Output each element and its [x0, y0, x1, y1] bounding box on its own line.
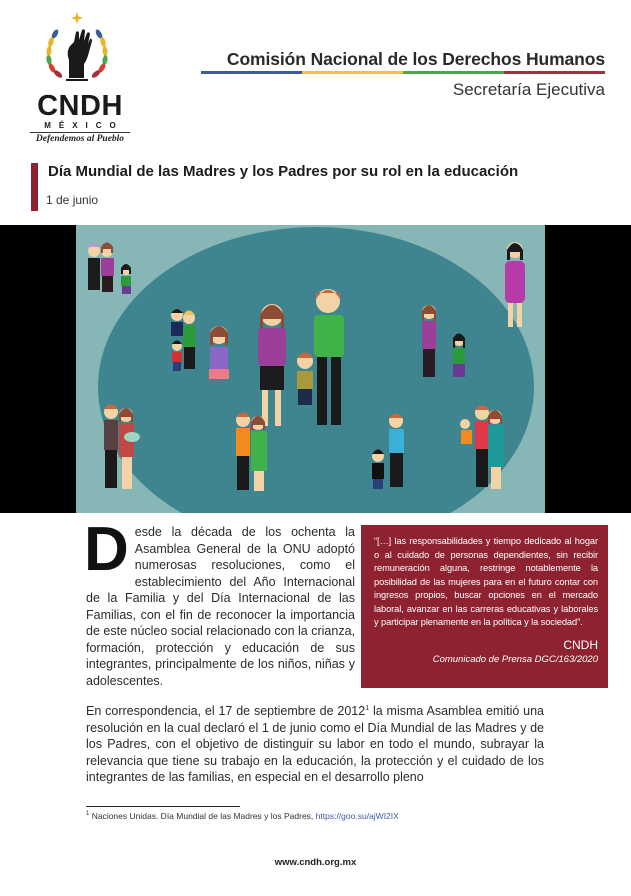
- cndh-logo: [22, 12, 134, 142]
- footnote-reference[interactable]: 1: [365, 704, 370, 712]
- families-illustration: [0, 225, 631, 513]
- body-paragraph: [86, 703, 544, 786]
- drop-cap: D: [84, 515, 129, 584]
- footnote-link[interactable]: https://goo.su/ajWI2IX: [315, 811, 399, 821]
- color-bar-blue: [201, 71, 302, 74]
- document-title: Día Mundial de las Madres y los Padres por su rol en la educación: [48, 163, 519, 180]
- body-paragraph-text-1: En correspondencia, el 17 de septiembre de 2012: [86, 704, 366, 718]
- quote-author: CNDH: [563, 637, 598, 652]
- logo-tagline: Defendemos al Pueblo: [35, 134, 125, 144]
- illustration-canvas: [76, 225, 545, 513]
- department-name: Secretaría Ejecutiva: [452, 80, 605, 99]
- website-footer[interactable]: www.cndh.org.mx: [274, 857, 357, 868]
- footnote-number: 1: [86, 811, 90, 818]
- body-paragraph-text-2: la misma Asamblea emitió una resolución en la cual declaró el 1 de junio como el Día Mundial de las Madres y de los Padres, con el objetivo de distinguir su labor en todo el mundo, subrayar la relevancia que tiene su trabajo en la educación, la protección y el cuidado de los integrantes de las familias, en especial en el desarrollo pleno: [86, 704, 544, 784]
- quote-text: “[…] las responsabilidades y tiempo dedicado al hogar o al cuidado de personas dependientes, sin recibir remuneración alguna, restringe notablemente la posibilidad de las mujeres para en el futuro contar con ingresos propios, buscar opciones en el mercado laboral, avanzar en las carreras educativas y laborales y participar plenamente en la política y la sociedad”.: [374, 536, 598, 627]
- families-scene-icon: [76, 225, 545, 513]
- quote-source: Comunicado de Prensa DGC/163/2020: [432, 653, 598, 665]
- title-accent-bar: [31, 163, 38, 211]
- intro-paragraph: [84, 515, 355, 689]
- hand-wreath-emblem-icon: [36, 12, 120, 92]
- footnote-divider: [86, 806, 240, 807]
- intro-paragraph-text: esde la década de los ochenta la Asamblea General de la ONU adoptó numerosas resoluciones, como el establecimiento del Año Internacional de la Familia y del Día Internacional de las Familias, con el fin de reconocer la importancia de este núcleo social relacionado con la crianza, formación, protección y educación de sus integrantes, principalmente de los niños, niñas y adolescentes.: [86, 525, 355, 688]
- logo-acronym: CNDH: [37, 90, 123, 122]
- pull-quote-box: [361, 525, 608, 688]
- document-date: 1 de junio: [46, 193, 99, 207]
- logo-country: MÉXICO: [44, 121, 124, 130]
- color-bar-red: [504, 71, 605, 74]
- color-bar-yellow: [302, 71, 403, 74]
- footnote: [86, 811, 399, 821]
- brand-color-bar: [201, 71, 605, 74]
- organization-name: Comisión Nacional de los Derechos Humanos: [226, 49, 605, 69]
- logo-divider: [30, 132, 130, 133]
- footnote-text: Naciones Unidas. Día Mundial de las Madres y los Padres,: [89, 811, 316, 821]
- color-bar-green: [403, 71, 504, 74]
